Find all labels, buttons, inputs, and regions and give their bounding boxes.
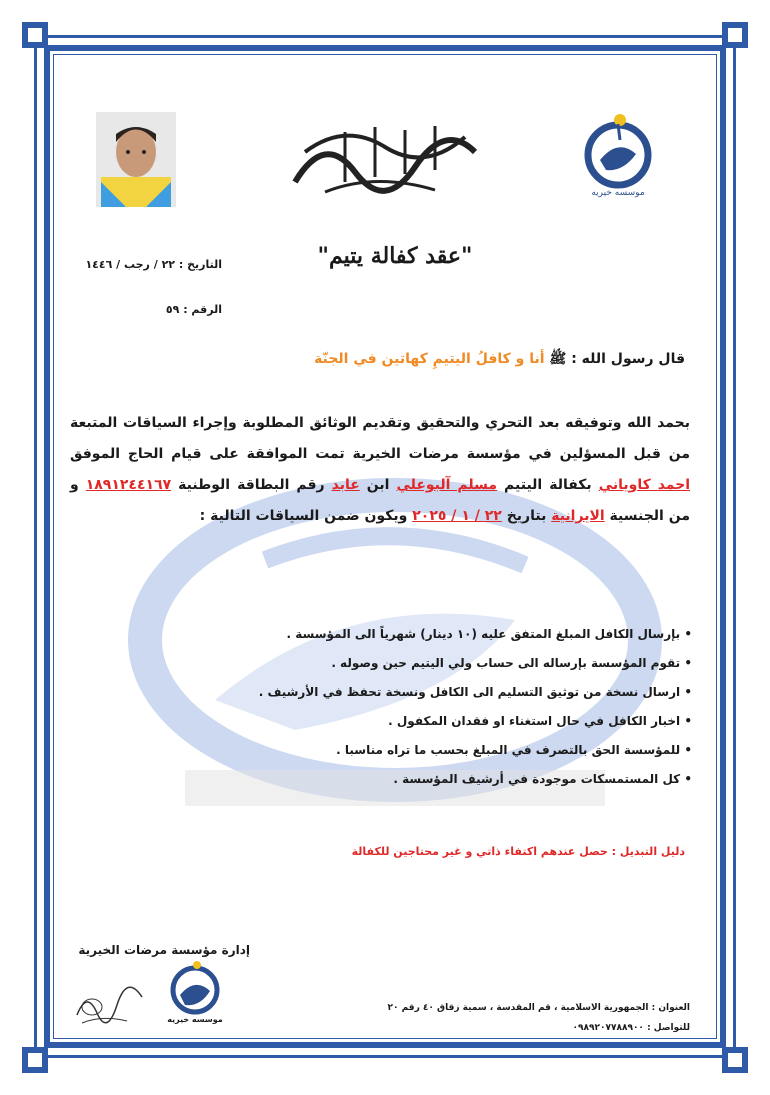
list-item: • كل المستمسكات موجودة في أرشيف المؤسسة .	[92, 765, 692, 794]
logo-caption: موسسه خیریه	[591, 188, 645, 198]
address-line: العنوان : الجمهورية الاسلامية ، قم المقدسة ، سمية زقاق ٤٠ رقم ٢٠	[387, 1003, 690, 1013]
list-item: • بإرسال الكافل المبلغ المتفق عليه (١٠ دينار) شهرياً الى المؤسسة .	[92, 620, 692, 649]
list-item: • تقوم المؤسسة بإرساله الى حساب ولي اليتيم حين وصوله .	[92, 649, 692, 678]
document-title: "عقد كفالة يتيم"	[317, 243, 473, 269]
contract-text: ابن	[366, 477, 390, 493]
hadith-line	[85, 350, 685, 370]
contract-text: رقم البطاقة الوطنية	[178, 477, 325, 493]
contract-text: ويكون ضمن السياقات التالية :	[199, 508, 408, 524]
child-photo	[96, 112, 176, 207]
list-item: • ارسال نسخة من توثيق التسليم الى الكافل ونسخة تحفظ في الأرشيف .	[92, 678, 692, 707]
hadith-intro: قال رسول الله : ﷺ	[549, 351, 685, 367]
contract-body	[70, 408, 690, 532]
contract-text: بكفالة اليتيم	[504, 477, 592, 493]
reference-number: الرقم : ٥٩	[165, 303, 222, 316]
nationality: الايرانية	[551, 508, 605, 524]
orphan-name: مسلم آلبوعلي	[396, 477, 498, 493]
hadith-quote: أنا و كافلُ اليتيمِ كهاتين في الجنّة	[314, 351, 545, 367]
stamp-caption: موسسه خیریه	[167, 1015, 223, 1024]
basmala-calligraphy-icon	[285, 112, 485, 202]
father-name: عابد	[331, 477, 360, 493]
contract-date: ٢٢ / ١ / ٢٠٢٥	[412, 508, 502, 524]
signature-icon	[72, 985, 147, 1030]
list-item: • للمؤسسة الحق بالتصرف في المبلغ بحسب ما تراه مناسبا .	[92, 736, 692, 765]
contract-text: بتاريخ	[506, 508, 547, 524]
contract-text: بحمد الله وتوفيقه بعد التحري والتحقيق وتقديم الوثائق المطلوبة وإجراء السياقات المتبعة من قبل المسؤلين في مؤسسة مرضات الخيرية تمت الموافقة على قيام الحاج الموفق	[70, 415, 690, 462]
document-date: التاريخ : ٢٢ / رجب / ١٤٤٦	[85, 258, 222, 271]
conditions-list	[92, 620, 692, 794]
management-label: إدارة مؤسسة مرضات الخيرية	[78, 943, 250, 957]
sponsor-name: احمد كاوياني	[598, 477, 691, 493]
list-item: • اخبار الكافل في حال استغناء او فقدان المكفول .	[92, 707, 692, 736]
phone-line: للتواصل : ٠٩٨٩٢٠٧٧٨٨٩٠٠	[572, 1023, 690, 1033]
contract-text: و من الجنسية	[70, 477, 690, 524]
national-id: ١٨٩١٢٤٤١٦٧	[85, 477, 172, 493]
change-note: دليل التبديل : حصل عندهم اكتفاء ذاتي و غير محتاجين للكفالة	[351, 845, 685, 858]
